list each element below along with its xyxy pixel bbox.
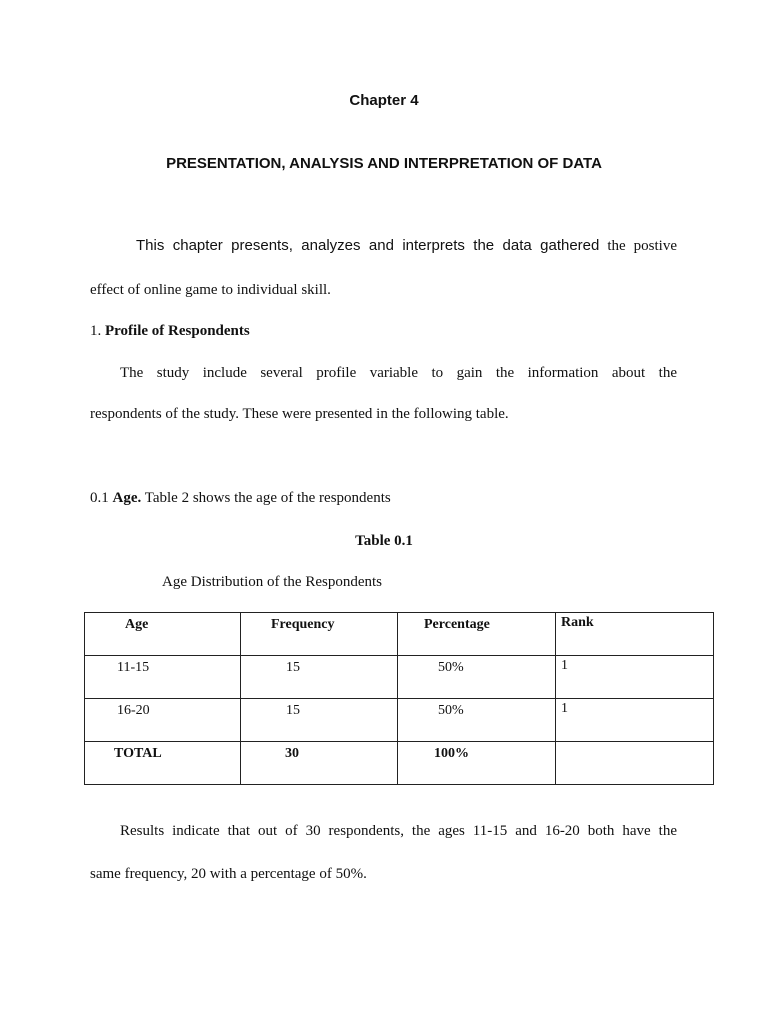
table-cell: 16-20 — [85, 699, 241, 742]
table-header-row — [85, 613, 714, 656]
section-heading — [90, 321, 250, 341]
section-para-line-2: respondents of the study. These were presented in the following table. — [90, 406, 509, 422]
intro-line-1-sans: This chapter presents, analyzes and interprets the data gathered — [136, 237, 600, 254]
section-number: 1. — [90, 323, 102, 339]
subsection-line — [90, 488, 391, 508]
chapter-title: PRESENTATION, ANALYSIS AND INTERPRETATION OF DATA — [166, 155, 602, 172]
section-para-line-1: The study include several profile variable to gain the information about the — [120, 365, 677, 381]
table-row — [85, 656, 714, 699]
chapter-heading: Chapter 4 — [349, 92, 419, 109]
header-cell-age: Age — [85, 613, 241, 656]
table-cell: 15 — [241, 656, 398, 699]
results-line-1: Results indicate that out of 30 respondents, the ages 11-15 and 16-20 both have the — [120, 823, 677, 839]
intro-line-2: effect of online game to individual skill. — [90, 282, 331, 298]
total-cell-frequency: 30 — [241, 742, 398, 785]
total-cell-percentage: 100% — [398, 742, 556, 785]
table-total-row — [85, 742, 714, 785]
subsection-text: Table 2 shows the age of the respondents — [144, 490, 391, 506]
intro-line-1-serif: the postive — [607, 238, 678, 254]
table-cell: 15 — [241, 699, 398, 742]
intro-line-1 — [136, 236, 677, 256]
table-cell: 50% — [398, 699, 556, 742]
total-cell-rank — [556, 742, 714, 785]
table-row — [85, 699, 714, 742]
header-cell-frequency: Frequency — [241, 613, 398, 656]
table-cell: 11-15 — [85, 656, 241, 699]
section-title: Profile of Respondents — [105, 323, 250, 339]
table-label: Table 0.1 — [355, 533, 413, 549]
subsection-title: Age. — [112, 490, 142, 506]
total-cell-label: TOTAL — [85, 742, 241, 785]
table-cell: 1 — [556, 656, 714, 699]
header-cell-percentage: Percentage — [398, 613, 556, 656]
table-caption: Age Distribution of the Respondents — [162, 574, 382, 590]
subsection-number: 0.1 — [90, 490, 109, 506]
age-distribution-table — [84, 612, 714, 785]
table-cell: 50% — [398, 656, 556, 699]
table-cell: 1 — [556, 699, 714, 742]
results-line-2: same frequency, 20 with a percentage of 50%. — [90, 866, 367, 882]
header-cell-rank: Rank — [556, 613, 714, 656]
